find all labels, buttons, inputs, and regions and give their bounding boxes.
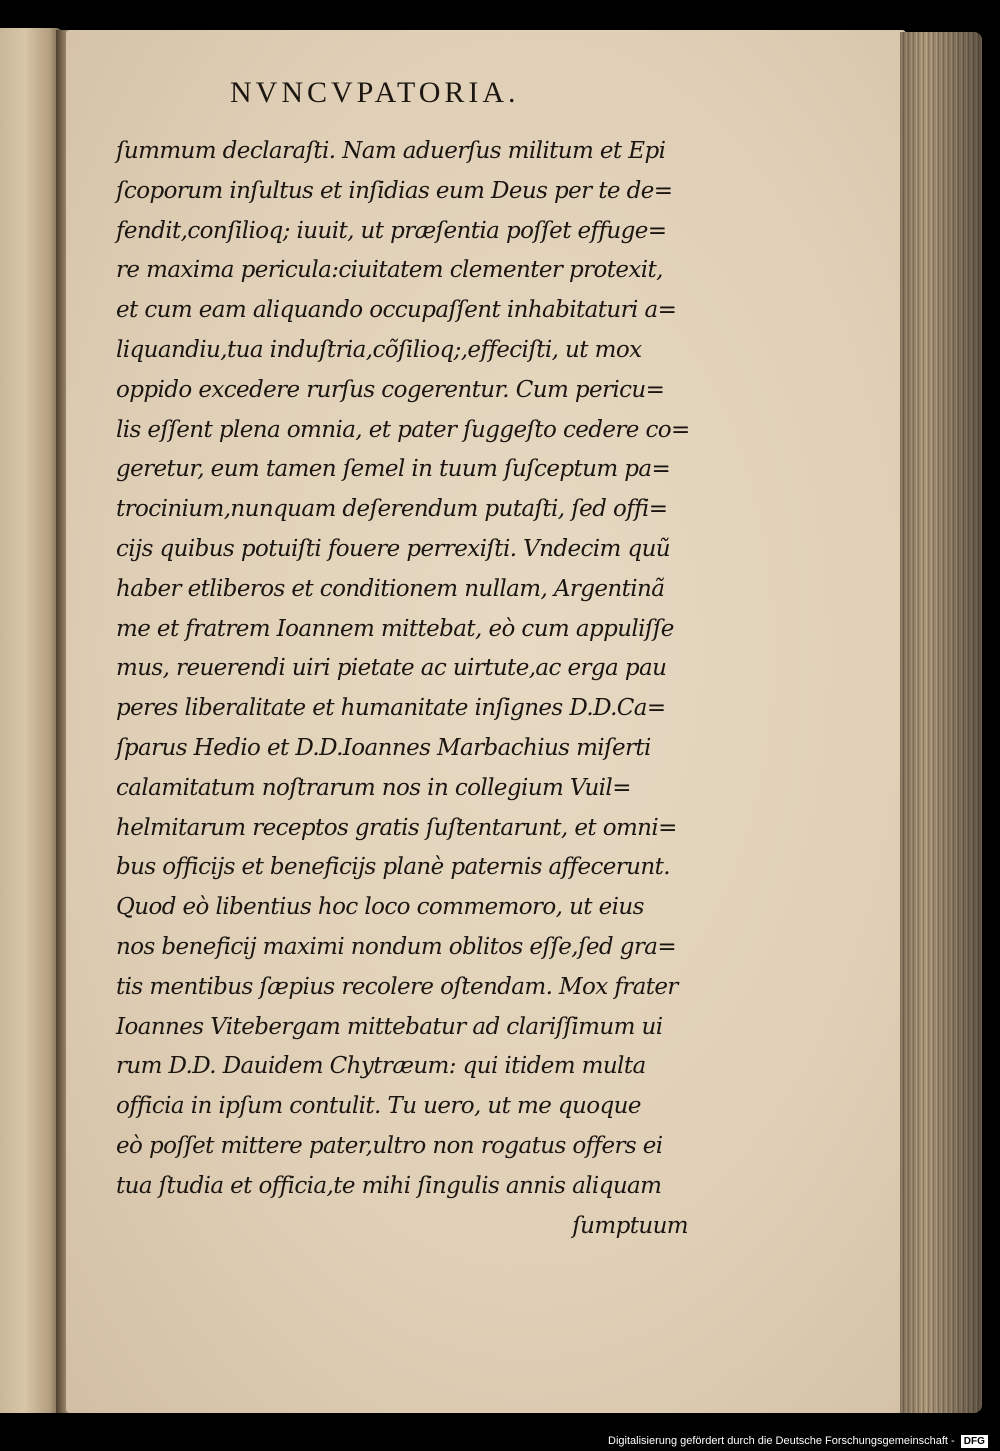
text-line: peres liberalitate et humanitate inſignes D.D.Ca= [116,695,666,722]
text-line: tis mentibus ſæpius recolere oſtendam. Mox frater [116,973,678,1000]
text-line: geretur, eum tamen ſemel in tuum ſuſceptum pa= [116,456,671,483]
catchword: ſumptuum [572,1212,688,1239]
text-line: trocinium,nunquam deſerendum putaſti, ſed offi= [116,496,668,523]
running-header: NVNCVPATORIA. [230,76,520,109]
text-line: helmitarum receptos gratis ſuſtentarunt, et omni= [116,814,677,841]
left-page-edge [0,28,62,1413]
text-line: lis eſſent plena omnia, et pater ſuggeſto cedere co= [116,416,690,443]
text-line: Quod eò libentius hoc loco commemoro, ut eius [116,894,644,921]
text-line: et cum eam aliquando occupaſſent inhabitaturi a= [116,297,677,324]
text-line: me et fratrem Ioannem mittebat, eò cum appuliſſe [116,615,674,642]
text-line: cijs quibus potuiſti fouere perrexiſti. Vndecim quũ [116,535,670,562]
text-line: ſparus Hedio et D.D.Ioannes Marbachius miſerti [116,734,651,761]
footer-text: Digitalisierung gefördert durch die Deutsche Forschungsgemeinschaft - [608,1435,955,1447]
body-text [116,132,696,1246]
digitization-footer [608,1432,1000,1451]
page-edges-shadow [900,32,982,1413]
text-line: bus officijs et beneficijs planè paternis affecerunt. [116,854,670,881]
text-line: liquandiu,tua induſtria,cõſilioq;,effeciſti, ut mox [116,336,642,363]
text-line: tua ſtudia et officia,te mihi ſingulis annis aliquam [116,1172,662,1199]
text-line: re maxima pericula:ciuitatem clementer protexit, [116,257,663,284]
text-line: haber etliberos et conditionem nullam, Argentinã [116,575,665,602]
text-line: ſummum declaraſti. Nam aduerſus militum et Epi [116,138,666,164]
text-line: eò poſſet mittere pater,ultro non rogatus offers ei [116,1132,663,1159]
text-line: calamitatum noſtrarum nos in collegium Vuil= [116,774,631,801]
text-line: fendit,conſilioq; iuuit, ut præſentia poſſet effuge= [116,217,667,244]
text-line: mus, reuerendi uiri pietate ac uirtute,ac erga pau [116,655,667,682]
text-line: oppido excedere rurſus cogerentur. Cum pericu= [116,376,665,403]
dfg-logo: DFG [961,1435,988,1448]
text-line: officia in ipſum contulit. Tu uero, ut me quoque [116,1093,641,1120]
text-line: ſcoporum inſultus et inſidias eum Deus per te de= [116,177,673,204]
text-line: rum D.D. Dauidem Chytræum: qui itidem multa [116,1053,646,1080]
text-line: Ioannes Vitebergam mittebatur ad clariſſimum ui [116,1013,663,1040]
text-line: nos beneficij maximi nondum oblitos eſſe,ſed gra= [116,933,677,960]
